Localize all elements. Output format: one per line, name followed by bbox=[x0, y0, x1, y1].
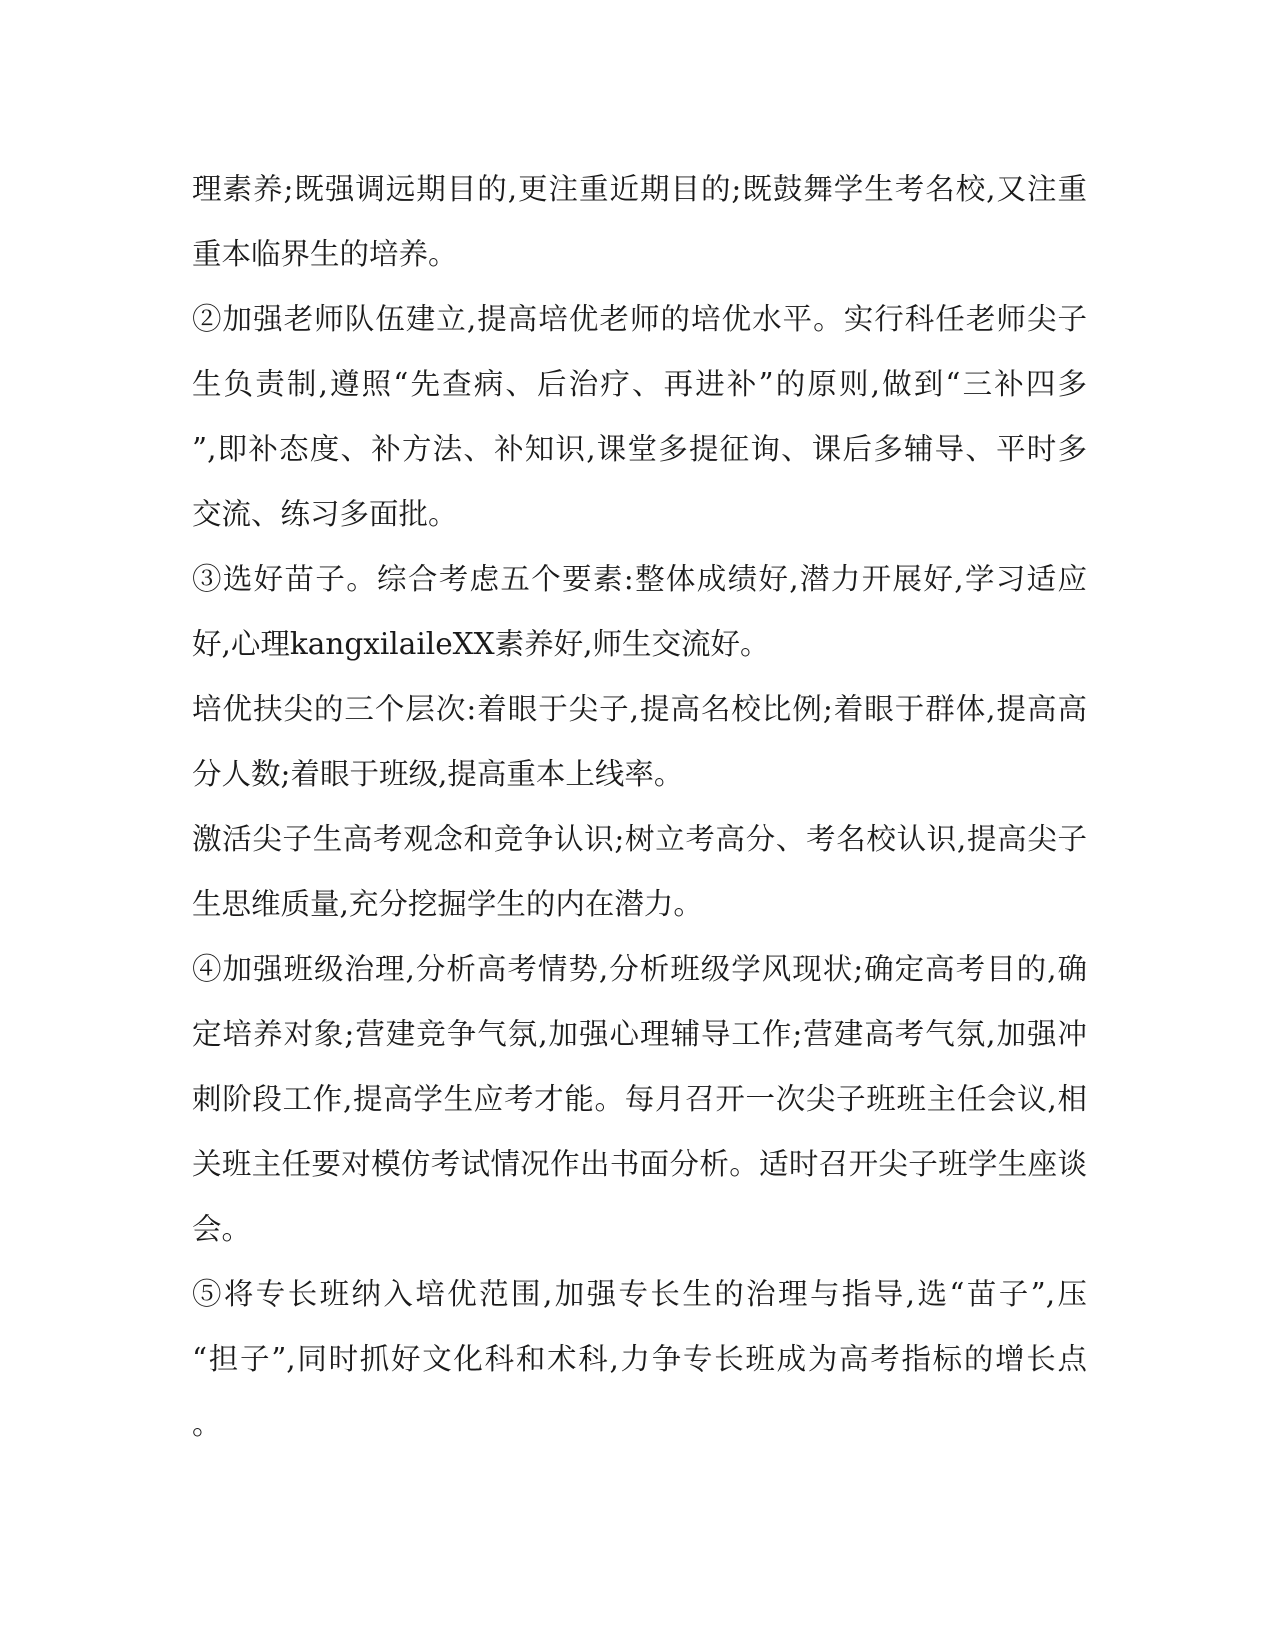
text-line: ②加强老师队伍建立,提高培优老师的培优水平。实行科任老师尖子 bbox=[192, 302, 1087, 336]
body-text bbox=[192, 157, 1087, 1457]
text-line: 激活尖子生高考观念和竞争认识;树立考高分、考名校认识,提高尖子 bbox=[192, 822, 1087, 856]
text-line: 交流、练习多面批。 bbox=[192, 497, 458, 531]
text-line: 分人数;着眼于班级,提高重本上线率。 bbox=[192, 757, 684, 791]
text-line: “担子”,同时抓好文化科和术科,力争专长班成为高考指标的增长点 bbox=[192, 1342, 1087, 1376]
text-line: 生负责制,遵照“先查病、后治疗、再进补”的原则,做到“三补四多 bbox=[192, 367, 1087, 401]
text-line: ④加强班级治理,分析高考情势,分析班级学风现状;确定高考目的,确 bbox=[192, 952, 1087, 986]
text-line: 。 bbox=[192, 1407, 222, 1441]
text-line: 定培养对象;营建竞争气氛,加强心理辅导工作;营建高考气氛,加强冲 bbox=[192, 1017, 1087, 1051]
text-line: 理素养;既强调远期目的,更注重近期目的;既鼓舞学生考名校,又注重 bbox=[192, 172, 1087, 206]
text-line: 生思维质量,充分挖掘学生的内在潜力。 bbox=[192, 887, 703, 921]
text-line: 刺阶段工作,提高学生应考才能。每月召开一次尖子班班主任会议,相 bbox=[192, 1082, 1087, 1116]
text-line: 会。 bbox=[192, 1212, 252, 1246]
text-line: ”,即补态度、补方法、补知识,课堂多提征询、课后多辅导、平时多 bbox=[192, 432, 1087, 466]
text-line: ③选好苗子。综合考虑五个要素:整体成绩好,潜力开展好,学习适应 bbox=[192, 562, 1087, 596]
text-line: ⑤将专长班纳入培优范围,加强专长生的治理与指导,选“苗子”,压 bbox=[192, 1277, 1087, 1311]
text-line: 关班主任要对模仿考试情况作出书面分析。适时召开尖子班学生座谈 bbox=[192, 1147, 1087, 1181]
text-line: 好,心理kangxilaileXX素养好,师生交流好。 bbox=[192, 627, 770, 661]
text-line: 培优扶尖的三个层次:着眼于尖子,提高名校比例;着眼于群体,提高高 bbox=[192, 692, 1087, 726]
text-line: 重本临界生的培养。 bbox=[192, 237, 458, 271]
